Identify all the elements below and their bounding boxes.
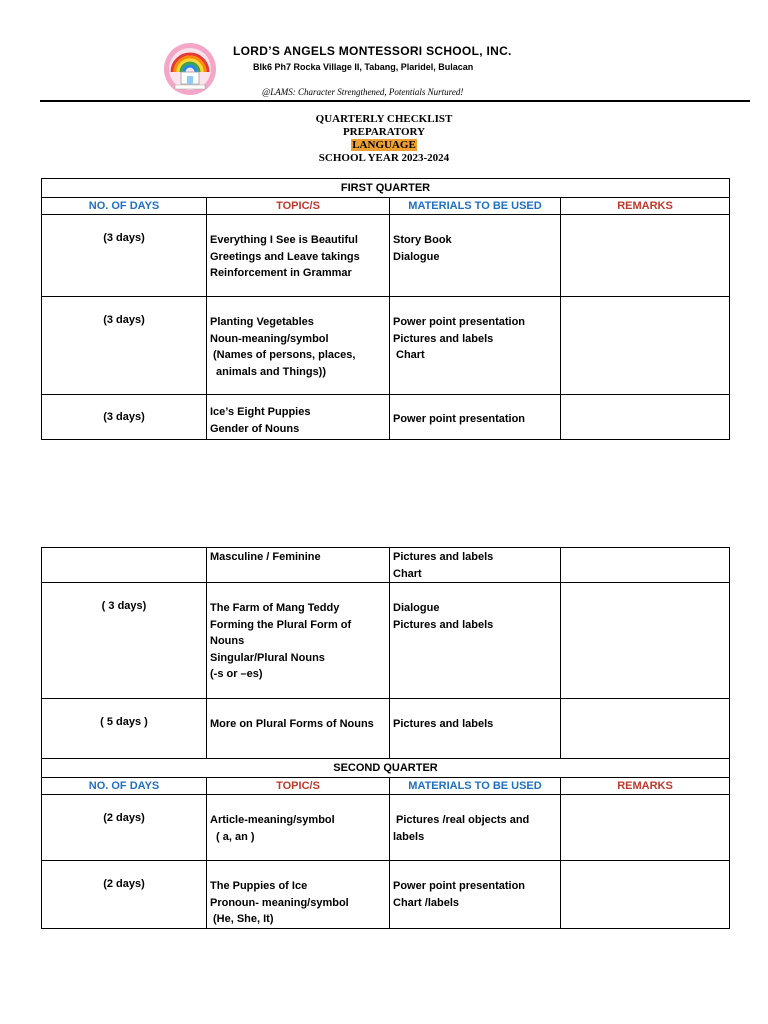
topics-cell [207,395,390,440]
remarks-cell [561,861,730,929]
materials-cell [390,548,561,583]
school-motto: @LAMS: Character Strengthened, Potentials Nurtured! [262,87,464,97]
col-remarks-header: REMARKS [561,778,730,795]
material-line: Pictures and labels [393,718,494,730]
days-cell: ( 5 days ) [42,699,207,759]
materials-cell [390,297,561,395]
topic-line: Greetings and Leave takings [210,250,360,263]
header-divider [40,100,750,102]
topic-line: The Puppies of Ice [210,880,308,892]
days-cell: (3 days) [42,215,207,297]
quarter-heading: SECOND QUARTER [42,759,730,778]
col-topics-header: TOPIC/S [207,778,390,795]
topic-line: Reinforcement in Grammar [210,267,352,279]
material-line: Power point presentation [393,880,526,892]
topic-line: Article-meaning/symbol [210,814,335,826]
col-days-header: NO. OF DAYS [42,778,207,795]
topic-line: Gender of Nouns [210,422,300,435]
table-row [42,861,730,929]
material-line: Pictures and labels [393,551,494,563]
material-line: Story Book [393,234,452,246]
title-subject [0,139,768,152]
materials-cell [390,583,561,699]
col-materials-header: MATERIALS TO BE USED [390,778,561,795]
topics-cell [207,861,390,929]
topic-line: The Farm of Mang Teddy [210,602,340,614]
col-days-header: NO. OF DAYS [42,198,207,215]
topics-cell [207,548,390,583]
topic-line: Pronoun- meaning/symbol [210,896,349,909]
topic-line: Nouns [210,635,245,647]
material-line: Pictures and labels [393,618,494,631]
topics-cell [207,297,390,395]
table-row [42,297,730,395]
days-cell: (2 days) [42,861,207,929]
materials-cell [390,861,561,929]
topic-line: ( a, an ) [216,830,255,843]
topic-line: Noun-meaning/symbol [210,332,329,345]
remarks-cell [561,297,730,395]
continued-quarter-table [41,547,730,929]
topics-cell [207,583,390,699]
remarks-cell [561,395,730,440]
topic-line: More on Plural Forms of Nouns [210,718,374,730]
school-rainbow-seal-icon [163,42,217,96]
material-line: Pictures and labels [393,332,494,345]
days-cell [42,548,207,583]
material-line: Dialogue [393,250,440,263]
days-cell: (2 days) [42,795,207,861]
topic-line: Ice’s Eight Puppies [210,406,311,418]
material-line: Chart /labels [393,896,460,909]
topic-line: (He, She, It) [213,913,274,925]
material-line: Pictures /real objects and [396,814,530,826]
topic-line: Planting Vegetables [210,316,314,328]
days-cell: (3 days) [42,297,207,395]
quarter-heading: FIRST QUARTER [42,179,730,198]
table-row [42,795,730,861]
remarks-cell [561,215,730,297]
material-line: Chart [396,349,425,361]
title-level: PREPARATORY [342,126,426,138]
material-line: Chart [393,567,422,580]
days-cell: (3 days) [42,395,207,440]
subject-highlight: LANGUAGE [352,139,416,151]
remarks-cell [561,795,730,861]
topics-cell [207,699,390,759]
table-row [42,215,730,297]
table-row [42,548,730,583]
table-row [42,699,730,759]
title-school-year: SCHOOL YEAR 2023-2024 [318,152,450,164]
column-header-row [42,198,730,215]
materials-cell [390,395,561,440]
topic-line: Everything I See is Beautiful [210,234,358,246]
topics-cell [207,795,390,861]
days-cell: ( 3 days) [42,583,207,699]
remarks-cell [561,548,730,583]
title-checklist: QUARTERLY CHECKLIST [315,113,453,125]
remarks-cell [561,583,730,699]
column-header-row [42,778,730,795]
material-line: Power point presentation [393,413,526,425]
topic-line: Singular/Plural Nouns [210,651,325,664]
document-titles [0,113,768,165]
materials-cell [390,699,561,759]
col-remarks-header: REMARKS [561,198,730,215]
remarks-cell [561,699,730,759]
material-line: labels [393,830,425,843]
materials-cell [390,795,561,861]
school-name: LORD’S ANGELS MONTESSORI SCHOOL, INC. [233,44,512,58]
topic-line: Masculine / Feminine [210,551,321,563]
col-materials-header: MATERIALS TO BE USED [390,198,561,215]
table-row [42,395,730,440]
topic-line: animals and Things)) [216,365,327,378]
material-line: Dialogue [393,602,440,614]
topic-line: Forming the Plural Form of [210,618,352,631]
first-quarter-table [41,178,730,440]
school-address: Blk6 Ph7 Rocka Village II, Tabang, Plaridel, Bulacan [253,62,474,72]
topics-cell [207,215,390,297]
topic-line: (-s or –es) [210,668,263,680]
col-topics-header: TOPIC/S [207,198,390,215]
materials-cell [390,215,561,297]
topic-line: (Names of persons, places, [213,349,356,361]
table-row [42,583,730,699]
material-line: Power point presentation [393,316,526,328]
